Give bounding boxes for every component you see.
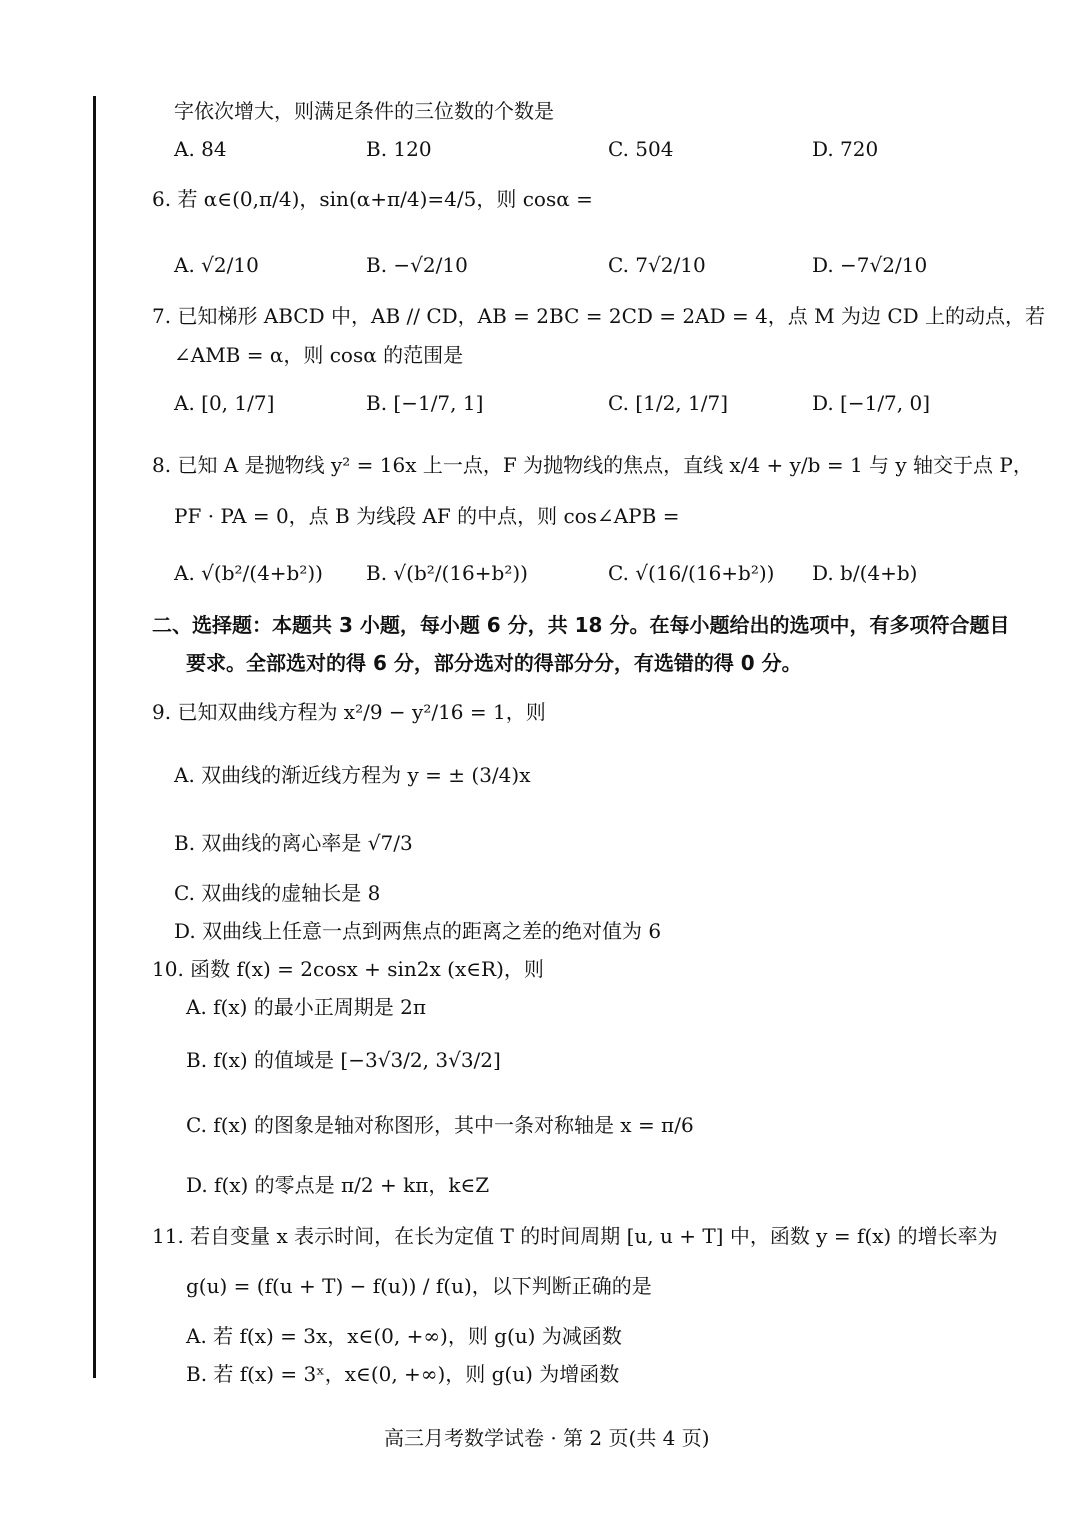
question-8-stem-line2: PF · PA = 0，点 B 为线段 AF 的中点，则 cos∠APB = <box>174 504 680 528</box>
question-11-stem-line2: g(u) = (f(u + T) − f(u)) / f(u)，以下判断正确的是 <box>186 1274 652 1298</box>
q8-option-d: D. b/(4+b) <box>812 561 918 585</box>
q5-option-a: A. 84 <box>174 137 227 161</box>
question-9-stem: 9. 已知双曲线方程为 x²/9 − y²/16 = 1，则 <box>152 700 546 724</box>
question-7-stem-line1: 7. 已知梯形 ABCD 中，AB // CD，AB = 2BC = 2CD = 2AD = 4，点 M 为边 CD 上的动点，若 <box>152 304 1046 328</box>
q11-option-a: A. 若 f(x) = 3x，x∈(0, +∞)，则 g(u) 为减函数 <box>186 1324 622 1348</box>
page-footer: 高三月考数学试卷 · 第 2 页(共 4 页) <box>384 1426 710 1450</box>
q9-option-d: D. 双曲线上任意一点到两焦点的距离之差的绝对值为 6 <box>174 919 662 943</box>
q10-option-a: A. f(x) 的最小正周期是 2π <box>186 995 427 1019</box>
section-2-heading-line1: 二、选择题：本题共 3 小题，每小题 6 分，共 18 分。在每小题给出的选项中，有多项符合题目 <box>152 613 1010 637</box>
margin-rule <box>93 96 96 1378</box>
q6-option-a: A. √2/10 <box>174 253 259 277</box>
q9-option-c: C. 双曲线的虚轴长是 8 <box>174 881 381 905</box>
q5-option-d: D. 720 <box>812 137 879 161</box>
q10-option-c: C. f(x) 的图象是轴对称图形，其中一条对称轴是 x = π/6 <box>186 1113 694 1137</box>
q10-option-b: B. f(x) 的值域是 [−3√3/2, 3√3/2] <box>186 1048 501 1072</box>
question-10-stem: 10. 函数 f(x) = 2cosx + sin2x (x∈R)，则 <box>152 957 544 981</box>
q8-option-a: A. √(b²/(4+b²)) <box>174 561 323 585</box>
section-2-heading-line2: 要求。全部选对的得 6 分，部分选对的得部分分，有选错的得 0 分。 <box>186 651 802 675</box>
q6-option-c: C. 7√2/10 <box>608 253 706 277</box>
q8-option-b: B. √(b²/(16+b²)) <box>366 561 528 585</box>
q11-option-b: B. 若 f(x) = 3ˣ，x∈(0, +∞)，则 g(u) 为增函数 <box>186 1362 620 1386</box>
q6-option-b: B. −√2/10 <box>366 253 468 277</box>
q10-option-d: D. f(x) 的零点是 π/2 + kπ，k∈Z <box>186 1173 490 1197</box>
q9-option-a: A. 双曲线的渐近线方程为 y = ± (3/4)x <box>174 763 531 787</box>
q5-option-b: B. 120 <box>366 137 432 161</box>
question-5-continuation: 字依次增大，则满足条件的三位数的个数是 <box>174 99 554 123</box>
q8-option-c: C. √(16/(16+b²)) <box>608 561 775 585</box>
q7-option-d: D. [−1/7, 0] <box>812 391 931 415</box>
q7-option-c: C. [1/2, 1/7] <box>608 391 728 415</box>
q5-option-c: C. 504 <box>608 137 674 161</box>
q6-option-d: D. −7√2/10 <box>812 253 928 277</box>
question-7-stem-line2: ∠AMB = α，则 cosα 的范围是 <box>174 343 464 367</box>
q9-option-b: B. 双曲线的离心率是 √7/3 <box>174 831 413 855</box>
question-8-stem-line1: 8. 已知 A 是抛物线 y² = 16x 上一点，F 为抛物线的焦点，直线 x/4 + y/b = 1 与 y 轴交于点 P， <box>152 453 1033 477</box>
q7-option-a: A. [0, 1/7] <box>174 391 275 415</box>
question-6-stem: 6. 若 α∈(0,π/4)，sin(α+π/4)=4/5，则 cosα = <box>152 187 593 211</box>
q7-option-b: B. [−1/7, 1] <box>366 391 484 415</box>
question-11-stem-line1: 11. 若自变量 x 表示时间，在长为定值 T 的时间周期 [u, u + T] 中，函数 y = f(x) 的增长率为 <box>152 1224 998 1248</box>
